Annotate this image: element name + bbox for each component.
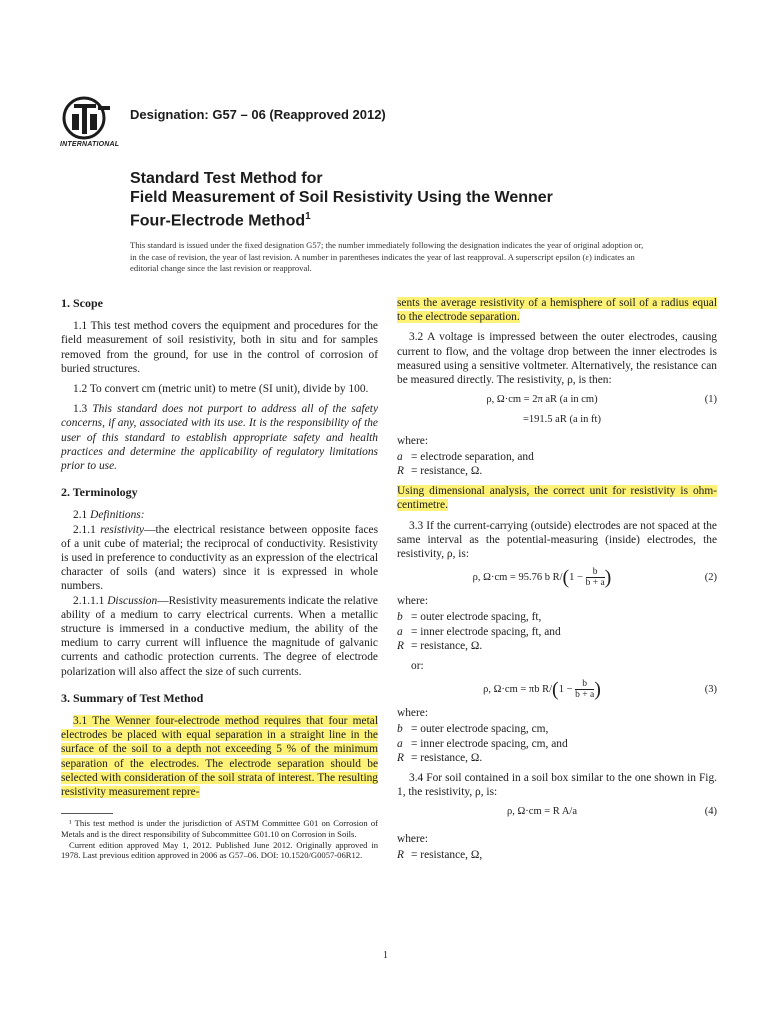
equation-2-denominator: b + a: [585, 578, 605, 589]
definition-symbol: a: [397, 625, 403, 638]
equation-3-lhs: ρ, Ω·cm = πb R/: [483, 684, 553, 696]
footnotes: [61, 818, 378, 861]
highlighted-section-3-1: 3.1 The Wenner four-electrode method requires that four metal electrodes be placed with equal separation in a straight line in the surface of the soil to a depth not exceeding 5 % of the minimum separation of the electrodes. The electrode separation should be selected with consideration of the soil strata of interest. The resulting resistivity measurement repre-: [61, 715, 378, 799]
equation-4-expression: ρ, Ω·cm = R A/a: [507, 806, 577, 818]
definition-symbol: a: [397, 737, 403, 750]
definition-text: = electrode separation, and: [411, 450, 534, 463]
equation-3-fraction: [575, 679, 594, 700]
scope-heading: 1. Scope: [61, 296, 103, 310]
section-2-1-1-number: 2.1.1: [73, 523, 96, 536]
definition-row: [397, 450, 717, 464]
discussion-text: —Resistivity measurements indicate the relative ability of a medium to carry electrical currents. When a metallic structure is immersed in a conductive medium, the ability of the medium to carry current will influence the magnitude of galvanic currents and cathodic protection currents. The degree of electrode polarization will also affect the size of such currents.: [61, 594, 378, 678]
definition-row: [397, 610, 717, 624]
footnote-divider: [61, 813, 113, 814]
equation-3-number: (3): [704, 683, 717, 695]
or-label: or:: [411, 660, 424, 673]
equation-2-expression: ρ, Ω·cm = 95.76 b R/(1 − $\frac{b}{b + a}$ ): [472, 566, 612, 589]
equation-1-number: (1): [704, 394, 717, 406]
document-title: [130, 169, 650, 230]
designation: Designation: G57 – 06 (Reapproved 2012): [130, 107, 386, 122]
title-footnote-mark: 1: [305, 211, 311, 222]
definitions-2: [397, 610, 717, 653]
units-note: [397, 484, 717, 512]
definition-text: = resistance, Ω.: [411, 751, 483, 764]
definition-text: = resistance, Ω.: [411, 465, 483, 478]
summary-heading: 3. Summary of Test Method: [61, 690, 204, 705]
definition-text: = outer electrode spacing, cm,: [411, 723, 549, 736]
section-2-1-number: 2.1: [73, 509, 88, 522]
logo-subtext: INTERNATIONAL: [60, 141, 120, 148]
equation-2-number: (2): [704, 571, 717, 583]
definition-symbol: R: [397, 639, 404, 652]
equation-2-one-minus: 1 −: [569, 572, 583, 584]
section-1-1: 1.1 This test method covers the equipment and procedures for the field measurement of soil resistivity, both in situ and for samples removed from the ground, for use in the control of corrosion of buried structures.: [61, 320, 378, 375]
equation-1b: [397, 413, 717, 427]
equation-2: [397, 567, 717, 588]
section-3-1-continued: [397, 296, 717, 324]
definition-text: = outer electrode spacing, ft,: [411, 611, 542, 624]
where-label-3: where:: [397, 707, 428, 720]
where-label-2: where:: [397, 595, 428, 608]
section-2-1-1: [61, 523, 378, 594]
highlighted-continuation: sents the average resistivity of a hemisphere of soil of a radius equal to the electrode separation.: [397, 297, 717, 324]
equation-2-numerator: b: [586, 567, 605, 578]
term-resistivity: resistivity: [100, 523, 145, 536]
definition-resistivity: —the electrical resistance between opposite faces of a unit cube of material; the reciprocal of conductivity. Resistivity is used in preference to conductivity as an expression of the electrical character of soils (and waters) since it is expressed in whole numbers.: [61, 523, 378, 593]
title-line3: Four-Electrode Method: [130, 212, 306, 230]
definition-row: [397, 464, 717, 478]
definition-symbol: b: [397, 611, 403, 624]
footnote-2: Current edition approved May 1, 2012. Published June 2012. Originally approved in 1978. Last previous edition approved in 2006 as G57–06. DOI: 10.1520/G0057-06R12.: [61, 839, 378, 861]
definition-symbol: R: [397, 848, 404, 861]
section-1-3-text: This standard does not purport to address all of the safety concerns, if any, associated with its use. It is the responsibility of the user of this standard to establish appropriate safety and health practices and determine the applicability of regulatory limitations prior to use.: [61, 403, 378, 473]
page-number: 1: [383, 950, 388, 961]
definition-symbol: a: [397, 450, 403, 463]
equation-3-one-minus: 1 −: [558, 684, 573, 696]
equation-1b-expression: =191.5 aR (a in ft): [523, 414, 601, 426]
definition-symbol: R: [397, 751, 404, 764]
section-1-3-number: 1.3: [73, 403, 88, 416]
definition-row: [397, 848, 717, 862]
equation-4-number: (4): [704, 806, 717, 818]
section-1-2: 1.2 To convert cm (metric unit) to metre (SI unit), divide by 100.: [73, 383, 369, 396]
highlighted-units-note: Using dimensional analysis, the correct unit for resistivity is ohm-centimetre.: [397, 485, 717, 512]
title-line1: Standard Test Method for: [130, 170, 323, 187]
equation-3-expression: ρ, Ω·cm = πb R/(1 − $\frac{b}{b + a}$ ): [483, 678, 601, 701]
definition-symbol: R: [397, 465, 404, 478]
definition-row: [397, 737, 717, 751]
equation-3: [397, 679, 717, 700]
section-2-1-1-1: [61, 594, 378, 679]
section-3-4: 3.4 For soil contained in a soil box similar to the one shown in Fig. 1, the resistivity, ρ, is:: [397, 772, 717, 799]
right-column: [397, 296, 717, 862]
equation-2-fraction: [586, 567, 605, 588]
section-2-1-text: Definitions:: [90, 509, 145, 522]
section-2-1: [61, 508, 378, 522]
definition-text: = resistance, Ω.: [411, 639, 483, 652]
footnote-1: ¹ This test method is under the jurisdiction of ASTM Committee G01 on Corrosion of Metals and is the direct responsibility of Subcommittee G01.10 on Corrosion in Soils.: [61, 818, 378, 839]
standard-notice: This standard is issued under the fixed designation G57; the number immediately following the designation indicates the year of original adoption or, in the case of revision, the year of last revision. A number in parentheses indicates the year of last reapproval. A superscript epsilon (ε) indicates an editorial change since the last revision or reapproval.: [130, 240, 644, 274]
terminology-heading: 2. Terminology: [61, 485, 138, 500]
definition-row: [397, 625, 717, 639]
equation-2-lhs: ρ, Ω·cm = 95.76 b R/: [472, 572, 563, 584]
equation-3-numerator: b: [575, 679, 594, 690]
definition-text: = inner electrode spacing, cm, and: [411, 737, 568, 750]
equation-1-expression: ρ, Ω·cm = 2π aR (a in cm): [486, 394, 598, 406]
term-discussion: Discussion: [107, 594, 158, 607]
section-1-3: [61, 402, 378, 473]
equation-4: [397, 805, 717, 819]
where-label-4: where:: [397, 832, 428, 845]
definition-row: [397, 722, 717, 736]
section-3-3: 3.3 If the current-carrying (outside) electrodes are not spaced at the same interval as the potential-measuring (inside) electrodes, the resistivity, ρ, is:: [397, 519, 717, 561]
title-line2: Field Measurement of Soil Resistivity Using the Wenner: [130, 189, 553, 206]
definitions-1: [397, 450, 717, 478]
where-label-1: where:: [397, 434, 428, 447]
definition-text: = inner electrode spacing, ft, and: [411, 625, 561, 638]
definition-text: = resistance, Ω,: [411, 848, 483, 861]
definitions-3: [397, 722, 717, 765]
section-2-1-1-1-number: 2.1.1.1: [73, 594, 105, 607]
section-3-1: [61, 714, 378, 799]
equation-1: [397, 393, 717, 407]
equation-3-denominator: b + a: [575, 690, 595, 701]
definition-row: [397, 751, 717, 765]
section-3-2: 3.2 A voltage is impressed between the outer electrodes, causing current to flow, and the voltage drop between the inner electrodes is measured using a sensitive voltmeter. Alternatively, the resistance can be measured directly. The resistivity, ρ, is then:: [397, 331, 717, 387]
definitions-4: [397, 848, 717, 862]
definition-symbol: b: [397, 723, 403, 736]
definition-row: [397, 639, 717, 653]
left-column: [61, 296, 378, 799]
